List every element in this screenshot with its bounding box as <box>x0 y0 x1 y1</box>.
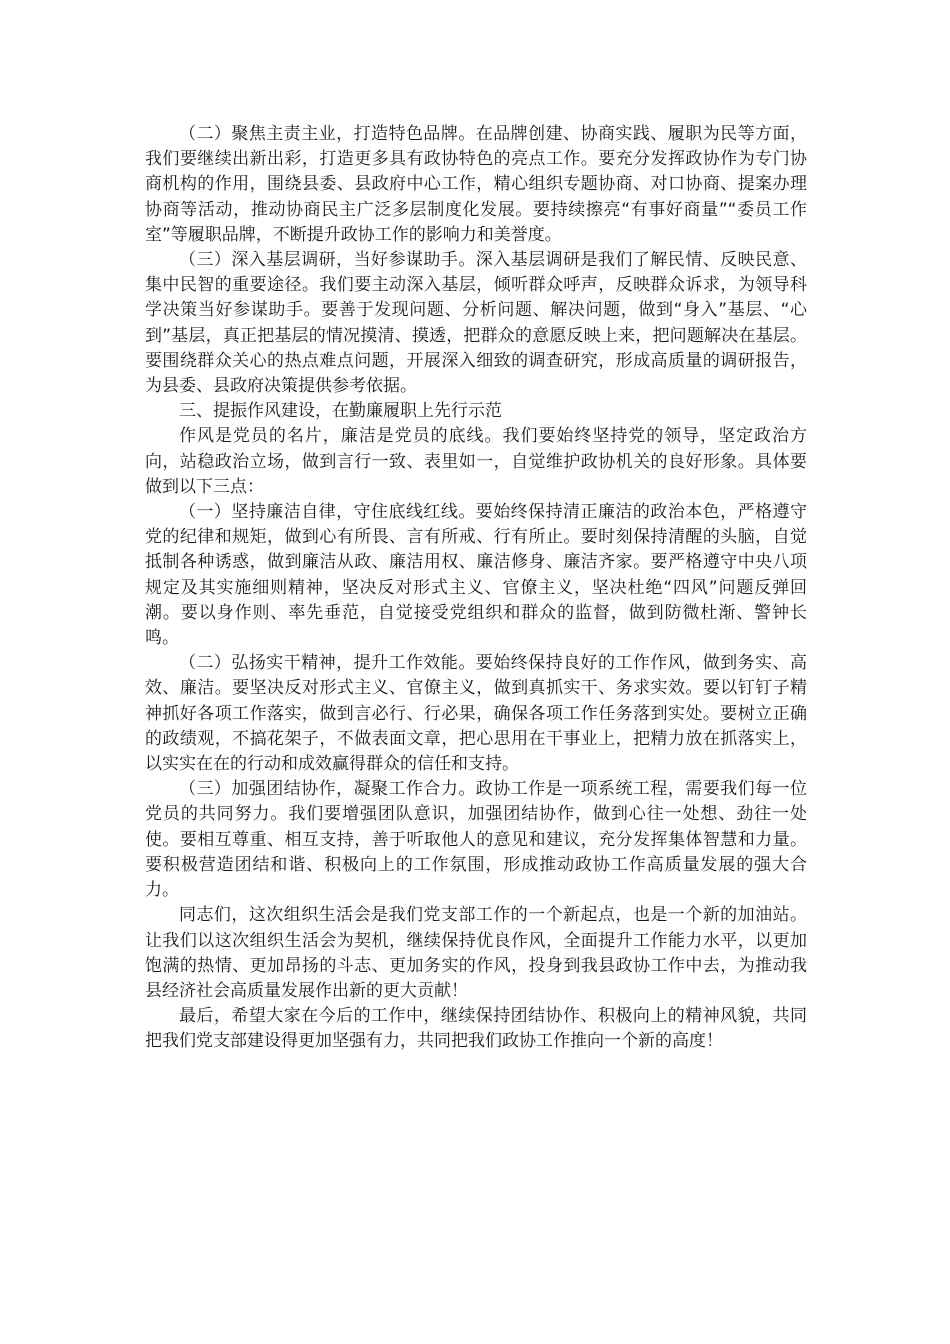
paragraph-work-style-intro: 作风是党员的名片，廉洁是党员的底线。我们要始终坚持党的领导，坚定政治方向，站稳政治立场，做到言行一致、表里如一，自觉维护政协机关的良好形象。具体要做到以下三点： <box>145 426 807 497</box>
paragraph-closing: 最后，希望大家在今后的工作中，继续保持团结协作、积极向上的精神风貌，共同把我们党支部建设得更加坚强有力，共同把我们政协工作推向一个新的高度！ <box>145 1006 807 1052</box>
paragraph-integrity: （一）坚持廉洁自律，守住底线红线。要始终保持清正廉洁的政治本色，严格遵守党的纪律和规矩，做到心有所畏、言有所戒、行有所止。要时刻保持清醒的头脑，自觉抵制各种诱惑，做到廉洁从政、廉洁用权、廉洁修身、廉洁齐家。要严格遵守中央八项规定及其实施细则精神，坚决反对形式主义、官僚主义，坚决杜绝“四风”问题反弹回潮。要以身作则、率先垂范，自觉接受党组织和群众的监督，做到防微杜渐、警钟长鸣。 <box>145 502 807 649</box>
document-body <box>145 122 807 1055</box>
paragraph-comrades: 同志们，这次组织生活会是我们党支部工作的一个新起点，也是一个新的加油站。让我们以这次组织生活会为契机，继续保持优良作风，全面提升工作能力水平，以更加饱满的热情、更加昂扬的斗志、更加务实的作风，投身到我县政协工作中去，为推动我县经济社会高质量发展作出新的更大贡献！ <box>145 905 807 1001</box>
paragraph-teamwork: （三）加强团结协作，凝聚工作合力。政协工作是一项系统工程，需要我们每一位党员的共同努力。我们要增强团队意识，加强团结协作，做到心往一处想、劲往一处使。要相互尊重、相互支持，善于听取他人的意见和建议，充分发挥集体智慧和力量。要积极营造团结和谐、积极向上的工作氛围，形成推动政协工作高质量发展的强大合力。 <box>145 779 807 901</box>
paragraph-brand-building: （二）聚焦主责主业，打造特色品牌。在品牌创建、协商实践、履职为民等方面，我们要继续出新出彩，打造更多具有政协特色的亮点工作。要充分发挥政协作为专门协商机构的作用，围绕县委、县政府中心工作，精心组织专题协商、对口协商、提案办理协商等活动，推动协商民主广泛多层制度化发展。要持续擦亮“有事好商量”“委员工作室”等履职品牌，不断提升政协工作的影响力和美誉度。 <box>145 124 807 245</box>
paragraph-practical-spirit: （二）弘扬实干精神，提升工作效能。要始终保持良好的工作作风，做到务实、高效、廉洁。要坚决反对形式主义、官僚主义，做到真抓实干、务求实效。要以钉钉子精神抓好各项工作落实，做到言必行、行必果，确保各项工作任务落到实处。要树立正确的政绩观，不搞花架子，不做表面文章，把心思用在干事业上，把精力放在抓落实上，以实实在在的行动和成效赢得群众的信任和支持。 <box>145 653 807 775</box>
section-heading-work-style: 三、提振作风建设，在勤廉履职上先行示范 <box>179 401 502 422</box>
paragraph-grassroots-research: （三）深入基层调研，当好参谋助手。深入基层调研是我们了解民情、反映民意、集中民智的重要途径。我们要主动深入基层，倾听群众呼声，反映群众诉求，为领导科学决策当好参谋助手。要善于发现问题、分析问题、解决问题，做到“身入”基层、“心到”基层，真正把基层的情况摸清、摸透，把群众的意愿反映上来，把问题解决在基层。要围绕群众关心的热点难点问题，开展深入细致的调查研究，形成高质量的调研报告，为县委、县政府决策提供参考依据。 <box>145 250 807 397</box>
